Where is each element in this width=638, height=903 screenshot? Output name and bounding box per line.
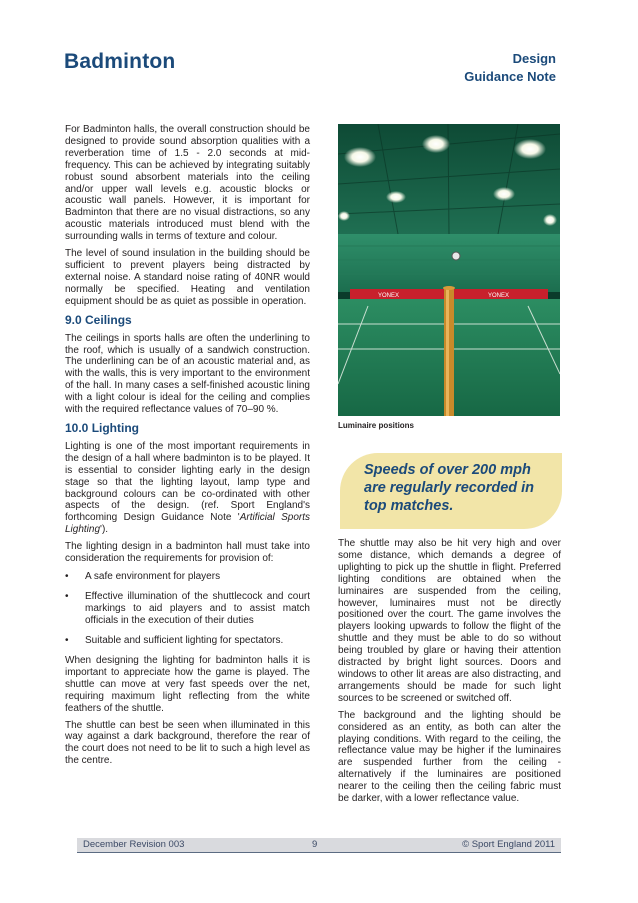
list-item-text: Suitable and sufficient lighting for spectators.: [85, 635, 284, 646]
page-footer: [77, 838, 561, 853]
lighting-heading: 10.0 Lighting: [65, 420, 140, 435]
ceilings-heading: 9.0 Ceilings: [65, 312, 132, 327]
document-type-line-1: Design: [512, 51, 556, 66]
background-paragraph: The shuttle can best be seen when illuminated in this way against a dark background, therefore the rear of the court does not need to be lit to such a high level as the centre.: [65, 719, 310, 767]
lighting-intro-paragraph: [65, 441, 310, 536]
document-type-line-2: Guidance Note: [464, 69, 556, 84]
pull-quote-text: Speeds of over 200 mph are regularly recorded in top matches.: [364, 462, 535, 514]
badminton-hall-photo: [338, 124, 560, 416]
bullet-marker: •: [65, 635, 69, 646]
footer-revision: December Revision 003: [83, 839, 185, 850]
right-column: [338, 538, 561, 810]
list-item-text: A safe environment for players: [85, 571, 221, 582]
document-title: Badminton: [64, 50, 176, 73]
left-column: [65, 124, 310, 772]
game-lighting-paragraph: When designing the lighting for badminton halls it is important to appreciate how the game is played. The shuttle can move at very fast speeds over the net, requiring maximum light reflecting from the white feathers of the shuttle.: [65, 655, 310, 714]
hall-illustration: [338, 124, 560, 416]
photo-caption: Luminaire positions: [338, 421, 415, 430]
banner-text: YONEX: [378, 293, 400, 299]
lighting-intro-text: Lighting is one of the most important requirements in the design of a hall where badminton is to be played. It is essential to consider lighting early in the design stage so that the lighting layout, lamp type and background colours can be co-ordinated with other aspects of the design. (ref. Sport England's forthcoming Design Guidance Note ': [65, 440, 310, 524]
list-item-text: Effective illumination of the shuttlecock and court markings to aid players and to assist match officials in the execution of their duties: [85, 591, 310, 626]
sound-insulation-paragraph: The level of sound insulation in the building should be sufficient to prevent players being distracted by external noise. A standard noise rating of 40NR would normally be specified. Heating and ventilation equipment should be as quiet as possible in operation.: [65, 248, 310, 307]
lighting-requirements-paragraph: The lighting design in a badminton hall must take into consideration the requirements for provision of:: [65, 541, 310, 565]
pull-quote-box: [340, 453, 562, 529]
acoustics-paragraph: For Badminton halls, the overall construction should be designed to provide sound absorption qualities with a reverberation time of 1.5 - 2.0 seconds at mid-frequency. This can be achieved by integrating suitably robust sound absorbent materials into the ceiling and/or upper wall levels e.g. acoustic blocks or acoustic wall panels. However, it is important for Badminton that there are no visual distractions, so any acoustic materials introduced must blend with the surrounding walls in terms of texture and colour.: [65, 124, 310, 243]
requirements-list: [65, 571, 310, 647]
banner-text: YONEX: [488, 293, 510, 299]
background-lighting-paragraph: The background and the lighting should be considered as an entity, as both can alter the playing conditions. With regard to the ceiling, the reflectance value may be higher if the luminaires are suspended further from the ceiling - alternatively if the luminaires are positioned nearer to the ceiling then the ceiling fabric must be darker, with a lower reflectance value.: [338, 709, 561, 805]
uplighting-paragraph: The shuttle may also be hit very high and over some distance, which demands a degree of uplighting to pick up the shuttle in flight. Preferred lighting conditions are obtained when the luminaires are suspended from the ceiling, however, luminaires must not be directly positioned over the court. The game involves the players looking upwards to follow the flight of the shuttle and they must be able to do so without being troubled by glare or having their attention distracted by bright light sources. Doors and windows to other lit areas are also distracting, and arrangements should be made for such light sources to be screened or switched off.: [338, 538, 561, 704]
lighting-intro-end: ').: [100, 524, 109, 536]
list-item: [65, 591, 310, 627]
page-number: 9: [312, 839, 318, 850]
lighting-reference-title: Artificial Sports Lighting: [65, 512, 311, 536]
list-item: [65, 635, 310, 647]
document-type: [464, 50, 556, 86]
ceilings-paragraph: The ceilings in sports halls are often the underlining to the roof, which is usually of a sandwich construction. The underlining can be of an acoustic material and, as with the walls, this is very important to the environment of the hall. In many cases a self-finished acoustic lining with a light colour is ideal for the ceiling and complies with the required reflectance values of 70–90 %.: [65, 332, 310, 416]
list-item: [65, 571, 310, 583]
footer-copyright: © Sport England 2011: [462, 839, 555, 850]
bullet-marker: •: [65, 571, 69, 582]
bullet-marker: •: [65, 591, 69, 602]
